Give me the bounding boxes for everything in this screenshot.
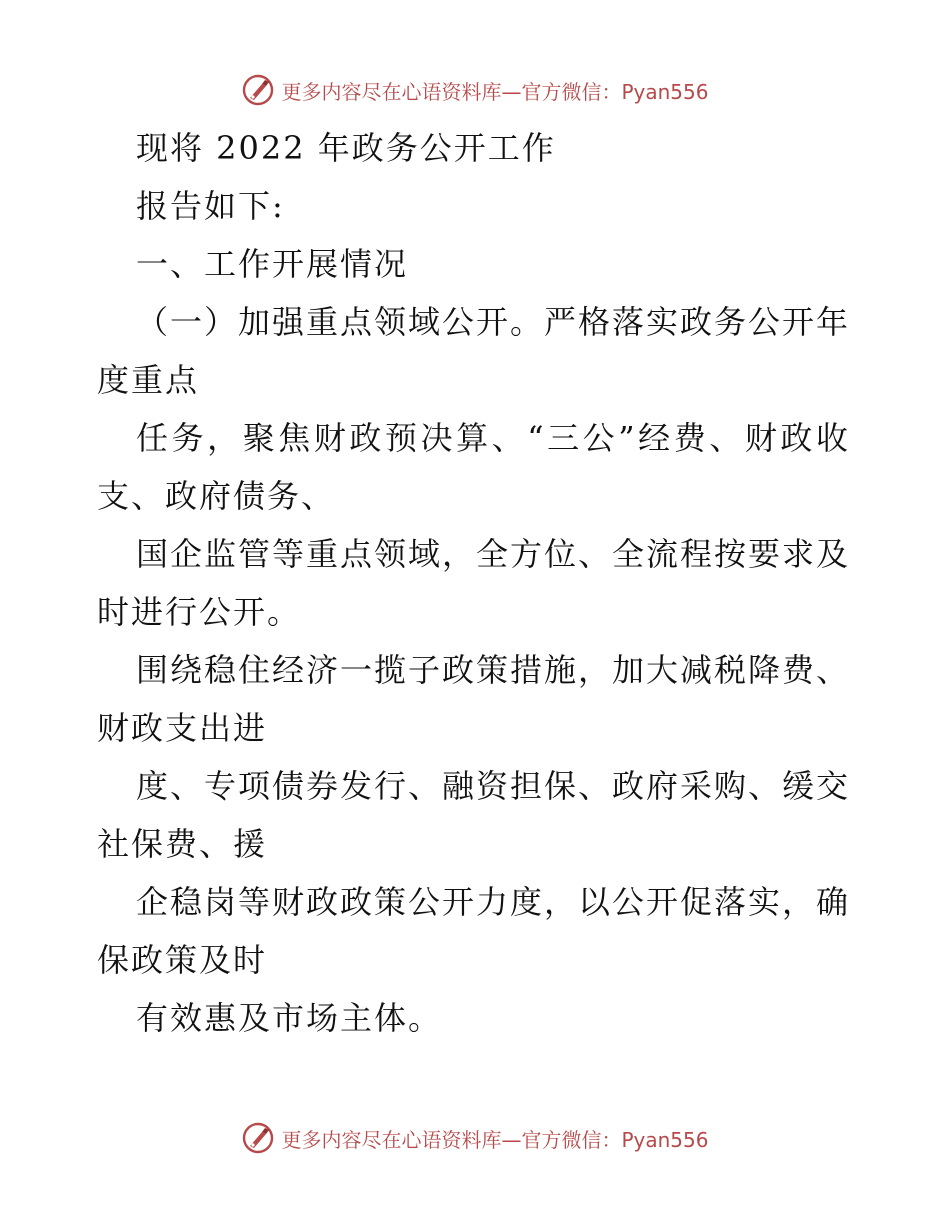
paragraph-line: 度重点 [97, 361, 200, 399]
paragraph-line: 国企监管等重点领域，全方位、全流程按要求及 [136, 535, 851, 573]
paragraph-line: （一）加强重点领域公开。严格落实政务公开年 [136, 303, 851, 341]
header-watermark [0, 68, 950, 112]
paragraph-line: 有效惠及市场主体。 [136, 999, 443, 1037]
pen-logo-icon [241, 1121, 275, 1155]
paragraph-line: 保政策及时 [97, 941, 268, 979]
watermark-text: 更多内容尽在心语资料库—官方微信：Pyan556 [281, 79, 709, 104]
paragraph-line: 报告如下: [136, 187, 285, 225]
watermark-text: 更多内容尽在心语资料库—官方微信：Pyan556 [281, 1127, 709, 1152]
paragraph-line: 支、政府债务、 [97, 477, 336, 515]
paragraph-line: 任务，聚焦财政预决算、“三公”经费、财政收 [136, 419, 850, 457]
paragraph-line: 企稳岗等财政政策公开力度，以公开促落实，确 [136, 883, 851, 921]
paragraph-line: 围绕稳住经济一揽子政策措施，加大减税降费、 [136, 651, 851, 689]
footer-watermark [0, 1116, 950, 1160]
paragraph-line: 现将 2022 年政务公开工作 [136, 129, 556, 167]
section-heading: 一、工作开展情况 [136, 245, 409, 283]
pen-logo-icon [241, 73, 275, 107]
paragraph-line: 财政支出进 [97, 709, 268, 747]
paragraph-line: 社保费、援 [97, 825, 268, 863]
paragraph-line: 时进行公开。 [97, 593, 302, 631]
paragraph-line: 度、专项债券发行、融资担保、政府采购、缓交 [136, 767, 851, 805]
watermark-group [241, 73, 708, 107]
watermark-group [241, 1121, 708, 1155]
